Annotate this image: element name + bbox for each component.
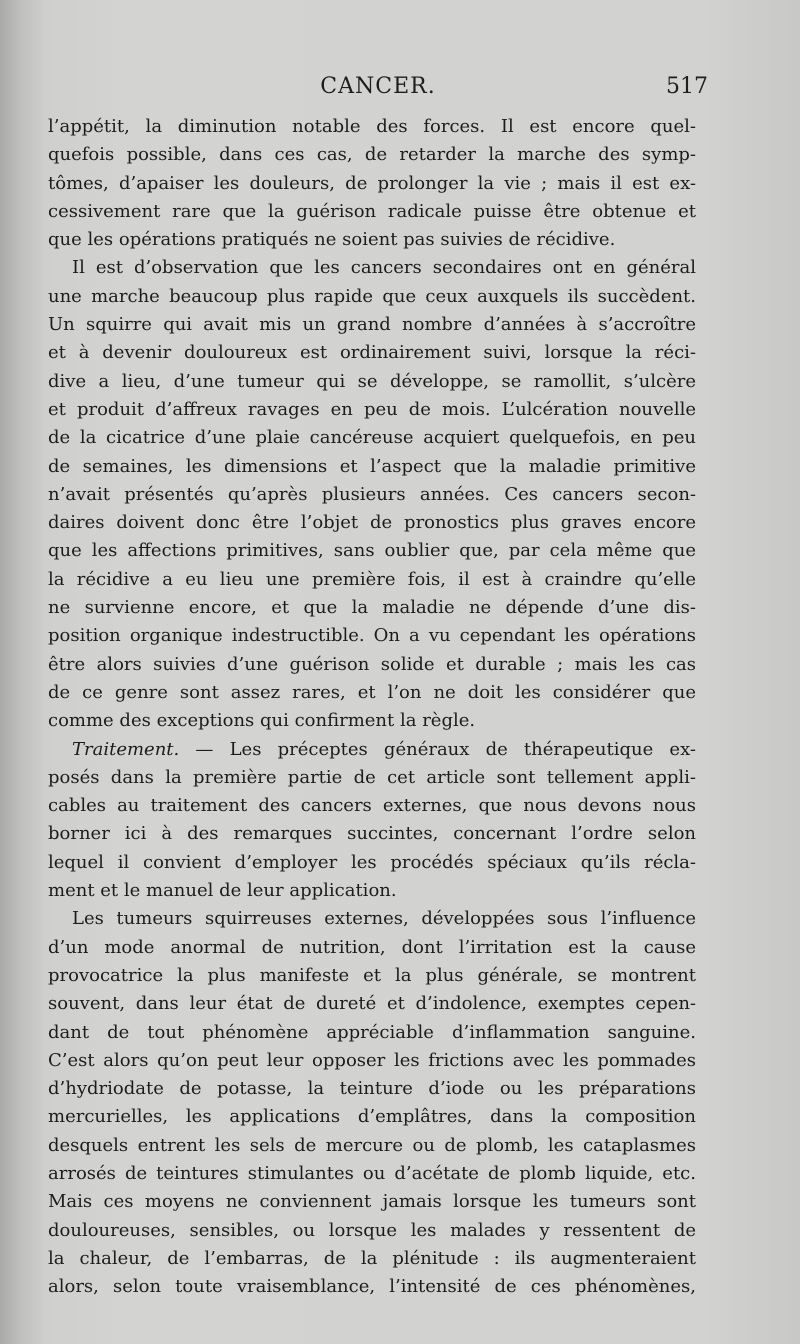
text-line: daires doivent donc être l’objet de pronostics plus graves encore	[48, 512, 696, 534]
text-line: arrosés de teintures stimulantes ou d’acétate de plomb liquide, etc.	[48, 1162, 696, 1184]
text-line: quefois possible, dans ces cas, de retarder la marche des symp-	[48, 144, 696, 166]
text-line: posés dans la première partie de cet article sont tellement appli-	[48, 766, 696, 788]
text-line: ne survienne encore, et que la maladie ne dépende d’une dis-	[48, 597, 696, 619]
text-line: dive a lieu, d’une tumeur qui se développe, se ramollit, s’ulcère	[48, 370, 696, 392]
text-line: que les opérations pratiqués ne soient pas suivies de récidive.	[48, 229, 616, 251]
text-line: n’avait présentés qu’après plusieurs années. Ces cancers secon-	[48, 483, 696, 505]
running-title: CANCER.	[320, 74, 436, 99]
text-line: cessivement rare que la guérison radicale puisse être obtenue et	[48, 200, 696, 222]
text-line: de la cicatrice d’une plaie cancéreuse acquiert quelquefois, en peu	[48, 427, 696, 449]
text-line: être alors suivies d’une guérison solide et durable ; mais les cas	[48, 653, 696, 675]
text-line: mercurielles, les applications d’emplâtres, dans la composition	[48, 1106, 696, 1128]
text-line: borner ici à des remarques succintes, concernant l’ordre selon	[48, 823, 696, 845]
text-line: d’un mode anormal de nutrition, dont l’irritation est la cause	[48, 936, 696, 958]
text-line: position organique indestructible. On a vu cependant les opérations	[48, 625, 696, 647]
text-line: Mais ces moyens ne conviennent jamais lorsque les tumeurs sont	[48, 1191, 696, 1213]
text-line: desquels entrent les sels de mercure ou de plomb, les cataplasmes	[48, 1134, 696, 1156]
text-line: de ce genre sont assez rares, et l’on ne doit les considérer que	[48, 681, 696, 703]
text-line: la récidive a eu lieu une première fois, il est à craindre qu’elle	[48, 568, 696, 590]
text-line: douloureuses, sensibles, ou lorsque les malades y ressentent de	[48, 1219, 696, 1241]
text-line: Un squirre qui avait mis un grand nombre d’années à s’accroître	[48, 314, 696, 336]
body-text	[48, 113, 696, 1301]
text-line: ment et le manuel de leur application.	[48, 880, 397, 902]
text-line: de semaines, les dimensions et l’aspect que la maladie primitive	[48, 455, 696, 477]
traitement-line-rest: — Les préceptes généraux de thérapeutique ex-	[179, 738, 696, 760]
text-line: souvent, dans leur état de dureté et d’indolence, exemptes cepen-	[48, 993, 696, 1015]
text-line: Il est d’observation que les cancers secondaires ont en général	[72, 257, 696, 279]
text-line: que les affections primitives, sans oublier que, par cela même que	[48, 540, 696, 562]
text-line: tômes, d’apaiser les douleurs, de prolonger la vie ; mais il est ex-	[48, 172, 696, 194]
text-line: et produit d’affreux ravages en peu de mois. L’ulcération nouvelle	[48, 398, 696, 420]
text-line: C’est alors qu’on peut leur opposer les frictions avec les pommades	[48, 1049, 696, 1071]
page-number: 517	[666, 74, 708, 99]
text-line: une marche beaucoup plus rapide que ceux auxquels ils succèdent.	[48, 285, 696, 307]
text-line: Les tumeurs squirreuses externes, développées sous l’influence	[72, 908, 696, 930]
text-line: lequel il convient d’employer les procédés spéciaux qu’ils récla-	[48, 851, 696, 873]
text-line: cables au traitement des cancers externes, que nous devons nous	[48, 795, 696, 817]
text-line: comme des exceptions qui confirment la règle.	[48, 710, 476, 732]
text-line: alors, selon toute vraisemblance, l’intensité de ces phénomènes,	[48, 1276, 696, 1298]
section-heading-traitement: Traitement.	[72, 738, 180, 760]
traitement-line	[48, 736, 696, 764]
text-line: provocatrice la plus manifeste et la plus générale, se montrent	[48, 964, 696, 986]
text-line: dant de tout phénomène appréciable d’inflammation sanguine.	[48, 1021, 696, 1043]
text-line: d’hydriodate de potasse, la teinture d’iode ou les préparations	[48, 1078, 696, 1100]
text-line: et à devenir douloureux est ordinairement suivi, lorsque la réci-	[48, 342, 696, 364]
text-line: la chaleur, de l’embarras, de la plénitude : ils augmenteraient	[48, 1247, 696, 1269]
text-line: l’appétit, la diminution notable des forces. Il est encore quel-	[48, 116, 696, 137]
running-header	[48, 72, 708, 108]
